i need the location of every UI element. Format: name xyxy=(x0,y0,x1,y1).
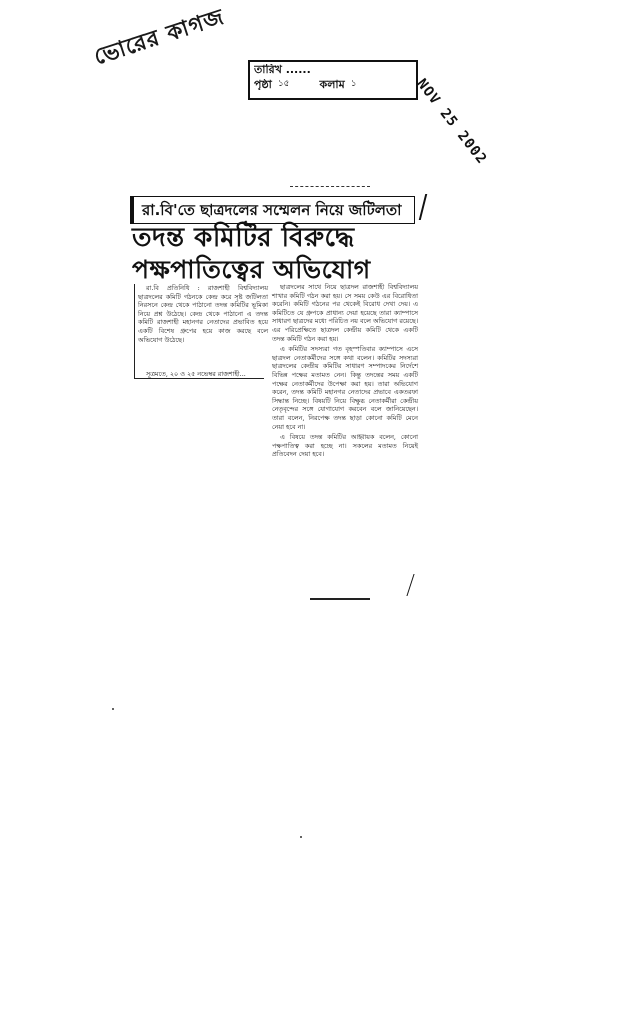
column-1-paragraph: রা.বি প্রতিনিধি : রাজশাহী বিশ্ববিদ্যালয় ছাত্রদলের কমিটি গঠনকে কেন্দ্র করে সৃষ্ট জটিলতা নিরসনে কেন্দ্র থেকে পাঠানো তদন্ত কমিটির ভূমিকা নিয়ে প্রশ্ন উঠেছে। কেন্দ্র থেকে পাঠানো এ তদন্ত কমিটি রাজশাহী মহানগর নেতাদের প্রভাবিত হয়ে একটি বিশেষ গ্রুপের হয়ে কাজ করছে বলে অভিযোগ উঠেছে। xyxy=(138,284,268,344)
clipping-info-box xyxy=(248,60,418,100)
column-1-continuation xyxy=(138,370,268,381)
scan-speck xyxy=(112,708,114,710)
column-2-paragraph-1: ছাত্রদলের সাথে নিয়ে ছাত্রদল রাজশাহী বিশ্ববিদ্যালয় শাখার কমিটি গঠন করা হয়। সে সময় কেউ এর বিরোধিতা করেনি। কমিটি গঠনের পর থেকেই বিরোধ দেখা দেয়। এ কমিটিতে যে গ্রুপকে প্রাধান্য দেয়া হয়েছে তারা ক্যাম্পাসে সাধারণ ছাত্রদের মধ্যে পরিচিত নয় বলে অভিযোগ রয়েছে। এর পরিপ্রেক্ষিতে ছাত্রদল কেন্দ্রীয় কমিটি থেকে একটি তদন্ত কমিটি গঠন করা হয়। xyxy=(272,283,418,343)
date-row xyxy=(254,64,412,75)
received-date-stamp: NOV 25 2002 xyxy=(413,76,490,168)
column-2-paragraph-2: এ কমিটির সদস্যরা গত বৃহস্পতিবার ক্যাম্পাসে এসে ছাত্রদল নেতাকর্মীদের সঙ্গে কথা বলেন। কমিটির সদস্যরা ছাত্রদলের কেন্দ্রীয় কমিটির সাধারণ সম্পাদকের নির্দেশে বিভিন্ন পক্ষের মতামত নেন। কিন্তু তদন্তের সময় একটি পক্ষের নেতাকর্মীদের উপেক্ষা করা হয়। তারা অভিযোগ করেন, তদন্ত কমিটি মহানগর নেতাদের প্রভাবে একতরফা সিদ্ধান্ত নিচ্ছে। বিষয়টি নিয়ে বিক্ষুব্ধ নেতাকর্মীরা কেন্দ্রীয় নেতৃবৃন্দের সঙ্গে যোগাযোগ করবেন বলে জানিয়েছেন। তারা বলেন, নিরপেক্ষ তদন্ত ছাড়া কোনো কমিটি মেনে নেয়া হবে না। xyxy=(272,345,418,431)
clipping-end-mark xyxy=(400,574,414,596)
column-1-end-text: সূত্রমতে, ২০ ও ২৫ নভেম্বর রাজশাহী... xyxy=(146,370,246,378)
date-label: তারিখ ...... xyxy=(254,64,311,75)
page-column-row xyxy=(254,79,412,90)
article-kicker: রা.বি'তে ছাত্রদলের সম্মেলন নিয়ে জটিলতা xyxy=(130,196,415,224)
clipping-top-rule xyxy=(290,186,370,187)
headline-line-1: তদন্ত কমিটির বিরুদ্ধে xyxy=(132,223,355,253)
newspaper-masthead-stamp: ভোরের কাগজ xyxy=(90,3,228,71)
column-1-rule xyxy=(134,284,135,378)
column-value: ১ xyxy=(350,79,357,89)
scan-speck xyxy=(300,836,302,838)
article-headline xyxy=(132,222,432,286)
headline-line-2: পক্ষপাতিত্বের অভিযোগ xyxy=(132,255,371,284)
column-1-foot-rule xyxy=(134,378,264,379)
page-value: ১৫ xyxy=(277,79,290,89)
article-column-2 xyxy=(272,283,418,461)
article-end-rule xyxy=(310,598,370,600)
article-column-1 xyxy=(138,284,268,346)
page-label: পৃষ্ঠা xyxy=(254,79,272,90)
column-2-paragraph-3: এ বিষয়ে তদন্ত কমিটির আহ্বায়ক বলেন, কোনো পক্ষপাতিত্ব করা হচ্ছে না। সকলের মতামত নিয়েই প্রতিবেদন দেয়া হবে। xyxy=(272,433,418,459)
column-label: কলাম xyxy=(319,79,345,90)
